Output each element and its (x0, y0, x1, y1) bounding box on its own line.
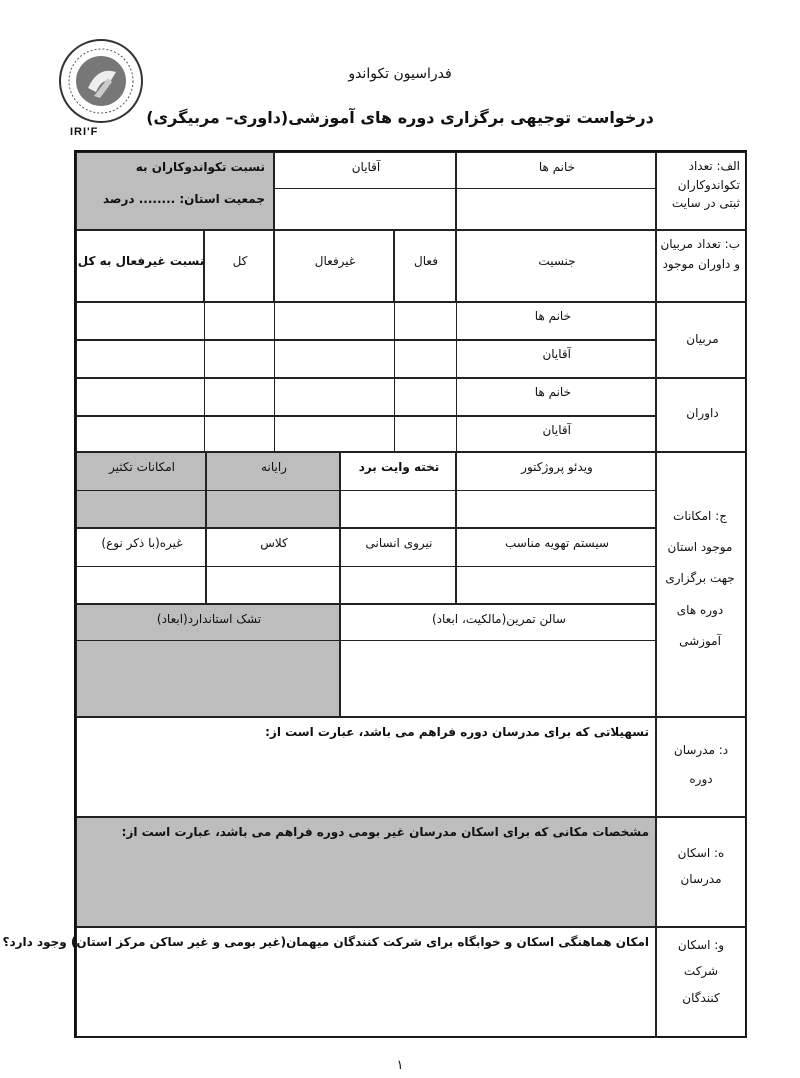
section-b-label: ب: تعداد مربیان و داوران موجود (660, 237, 740, 271)
manpower-label: نیروی انسانی (365, 536, 433, 550)
women-label: خانم ها (538, 160, 576, 174)
referees-cell (656, 378, 747, 452)
coaches-cell (656, 302, 747, 378)
training-hall-label: سالن تمرین(مالکیت، ابعاد) (432, 612, 566, 626)
divider (76, 566, 656, 567)
section-a-label: الف: تعداد تکواندوکاران ثبتی در سایت (671, 159, 740, 211)
mat-cell (76, 604, 340, 717)
section-e-label-cell (656, 817, 747, 927)
divider (456, 302, 457, 452)
ratio-header (76, 230, 204, 302)
active-header-label: فعال (414, 254, 438, 268)
section-e-content (76, 817, 656, 927)
section-e-text: مشخصات مکانی که برای اسکان مدرسان غیر بومی دوره فراهم می باشد، عبارت است از: (121, 825, 649, 839)
divider (76, 640, 656, 641)
total-header (204, 230, 274, 302)
men-cell (274, 152, 456, 230)
whiteboard-label: تخته وایت برد (358, 460, 440, 474)
document-title: درخواست توجیهی برگزاری دوره های آموزشی(داوری– مربیگری) (146, 108, 654, 127)
total-header-label: کل (232, 254, 248, 268)
training-hall-cell (340, 604, 656, 717)
logo-text: IRI'F (70, 126, 99, 138)
section-d-label-cell (656, 717, 747, 817)
inactive-header (274, 230, 394, 302)
video-projector-label: ویدئو پروژکتور (521, 460, 593, 474)
section-f-label: و: اسکان شرکت کنندگان (677, 938, 725, 1005)
divider (274, 188, 456, 189)
ratio-header-label: نسبت غیرفعال به کل (77, 254, 205, 268)
section-f-content (2, 927, 656, 1038)
mat-label: تشک استاندارد(ابعاد) (156, 612, 262, 626)
active-header (394, 230, 456, 302)
divider (274, 302, 275, 452)
form-frame (2, 150, 747, 1038)
section-d-content (76, 717, 656, 817)
other-label: غیره(با ذکر نوع) (101, 536, 183, 550)
classroom-label: کلاس (260, 536, 288, 550)
section-e-label: ه: اسکان مدرسان (677, 846, 725, 887)
divider (76, 490, 656, 491)
divider (204, 302, 205, 452)
men-label: آقایان (351, 160, 381, 174)
section-b-label-cell (656, 230, 747, 302)
coaches-women-label: خانم ها (534, 309, 571, 323)
referees-men-label: آقایان (542, 423, 571, 437)
divider (394, 302, 395, 452)
divider (456, 188, 656, 189)
computer-label: رایانه (261, 460, 287, 474)
referees-women-label: خانم ها (534, 385, 571, 399)
section-f-label-cell (656, 927, 747, 1038)
page-number: ۱ (396, 1058, 404, 1073)
ventilation-label: سیستم تهویه مناسب (504, 536, 609, 550)
coaches-men-label: آقایان (542, 347, 571, 361)
inactive-header-label: غیرفعال (314, 254, 356, 268)
gender-header (456, 230, 656, 302)
ratio-cell (76, 152, 274, 230)
ratio-line2: جمعیت استان: ........ درصد (102, 192, 265, 206)
section-c-label-cell (656, 452, 747, 717)
section-c-label: ج: امکانات موجود استان جهت برگزاری دوره های آموزشی (665, 509, 735, 648)
federation-name: فدراسیون تکواندو (348, 66, 452, 82)
women-cell (456, 152, 656, 230)
section-a-label-cell (656, 152, 747, 230)
gender-header-label: جنسیت (538, 254, 576, 268)
section-d-label: د: مدرسان دوره (673, 743, 729, 786)
ratio-label: نسبت تکواندوکاران به (135, 160, 265, 174)
section-d-text: تسهیلاتی که برای مدرسان دوره فراهم می باشد، عبارت است از: (265, 725, 649, 739)
section-f-text: امکان هماهنگی اسکان و خوابگاه برای شرکت کنندگان میهمان(غیر بومی و غیر ساکن مرکز استان) وجود دارد؟ (2, 935, 649, 949)
copying-label: امکانات تکثیر (109, 460, 175, 474)
coaches-label: مربیان (686, 332, 719, 346)
referees-label: داوران (686, 406, 719, 420)
